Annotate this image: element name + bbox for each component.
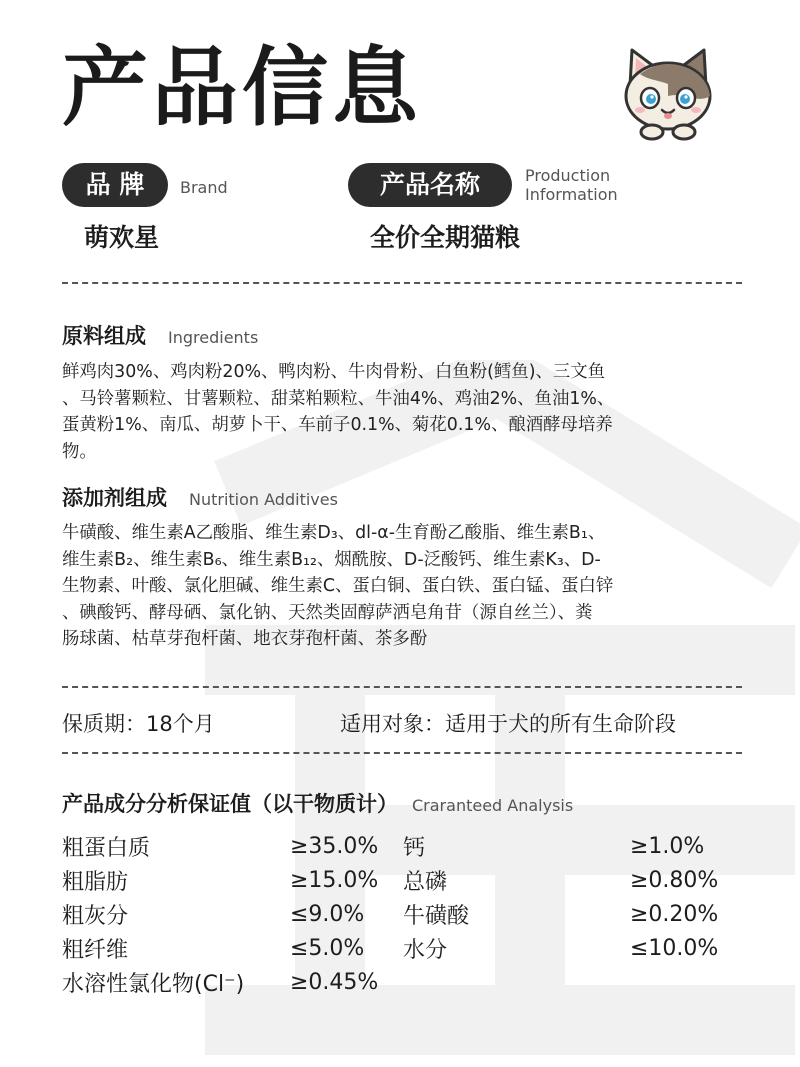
additives-line: 维生素B₂、维生素B₆、维生素B₁₂、烟酰胺、D-泛酸钙、维生素K₃、D- — [62, 549, 601, 570]
analysis-item-value: ≥1.0% — [630, 834, 705, 859]
ingredients-text — [62, 359, 742, 465]
analysis-item-value: ≥0.45% — [290, 970, 379, 995]
analysis-item-name: 水分 — [403, 938, 448, 963]
analysis-item-name: 粗蛋白质 — [62, 836, 151, 861]
brand-value: 萌欢星 — [84, 223, 160, 252]
brand-pill: 品 牌 — [62, 163, 168, 207]
analysis-heading — [62, 788, 573, 818]
additives-line: 肠球菌、枯草芽孢杆菌、地衣芽孢杆菌、茶多酚 — [62, 629, 428, 649]
divider — [62, 282, 742, 284]
ingredients-heading-text: 原料组成 — [62, 324, 146, 348]
divider — [62, 752, 742, 754]
additives-en-heading: Nutrition Additives — [189, 490, 338, 509]
ingredients-line: 蛋黄粉1%、南瓜、胡萝卜干、车前子0.1%、菊花0.1%、酿酒酵母培养 — [62, 415, 613, 435]
ingredients-line: 物。 — [62, 441, 97, 462]
analysis-en-heading: Craranteed Analysis — [412, 796, 574, 815]
additives-heading-text: 添加剂组成 — [62, 486, 167, 510]
additives-heading — [62, 482, 338, 512]
product-en-label-line2: Information — [525, 185, 618, 204]
analysis-item-value: ≥0.80% — [630, 868, 719, 893]
analysis-item-name: 粗脂肪 — [62, 870, 129, 895]
ingredients-en-heading: Ingredients — [168, 328, 259, 347]
shelf-life: 保质期：18个月 — [62, 712, 215, 736]
additives-line: 牛磺酸、维生素A乙酸脂、维生素D₃、dl-α-生育酚乙酸脂、维生素B₁、 — [62, 523, 606, 543]
analysis-item-name: 牛磺酸 — [403, 904, 470, 929]
additives-line: 、碘酸钙、酵母硒、氯化钠、天然类固醇萨洒皂角苷（源自丝兰）、粪 — [62, 602, 593, 623]
analysis-item-value: ≥15.0% — [290, 868, 379, 893]
cat-mascot-icon — [618, 44, 718, 144]
analysis-item-name: 水溶性氯化物(Cl⁻) — [62, 972, 245, 997]
analysis-item-value: ≤10.0% — [630, 936, 719, 961]
additives-text — [62, 520, 742, 653]
product-en-label-line1: Production — [525, 166, 611, 185]
analysis-heading-text: 产品成分分析保证值（以干物质计） — [62, 792, 398, 816]
divider — [62, 686, 742, 688]
product-name-pill: 产品名称 — [348, 163, 512, 207]
product-name-value: 全价全期猫粮 — [370, 223, 521, 252]
analysis-item-name: 粗纤维 — [62, 938, 129, 963]
ingredients-line: 、马铃薯颗粒、甘薯颗粒、甜菜粕颗粒、牛油4%、鸡油2%、鱼油1%、 — [62, 388, 615, 409]
analysis-item-name: 粗灰分 — [62, 904, 129, 929]
ingredients-heading — [62, 320, 258, 350]
analysis-item-name: 钙 — [403, 836, 426, 861]
page-title: 产品信息 — [62, 38, 422, 138]
additives-line: 生物素、叶酸、氯化胆碱、维生素C、蛋白铜、蛋白铁、蛋白锰、蛋白锌 — [62, 576, 614, 596]
brand-en-label: Brand — [180, 178, 228, 197]
analysis-item-value: ≥35.0% — [290, 834, 379, 859]
analysis-item-value: ≤9.0% — [290, 902, 365, 927]
ingredients-line: 鲜鸡肉30%、鸡肉粉20%、鸭肉粉、牛肉骨粉、白鱼粉(鳕鱼)、三文鱼 — [62, 362, 606, 382]
analysis-item-value: ≥0.20% — [630, 902, 719, 927]
analysis-item-name: 总磷 — [403, 870, 448, 895]
target-audience: 适用对象：适用于犬的所有生命阶段 — [340, 712, 676, 736]
analysis-item-value: ≤5.0% — [290, 936, 365, 961]
